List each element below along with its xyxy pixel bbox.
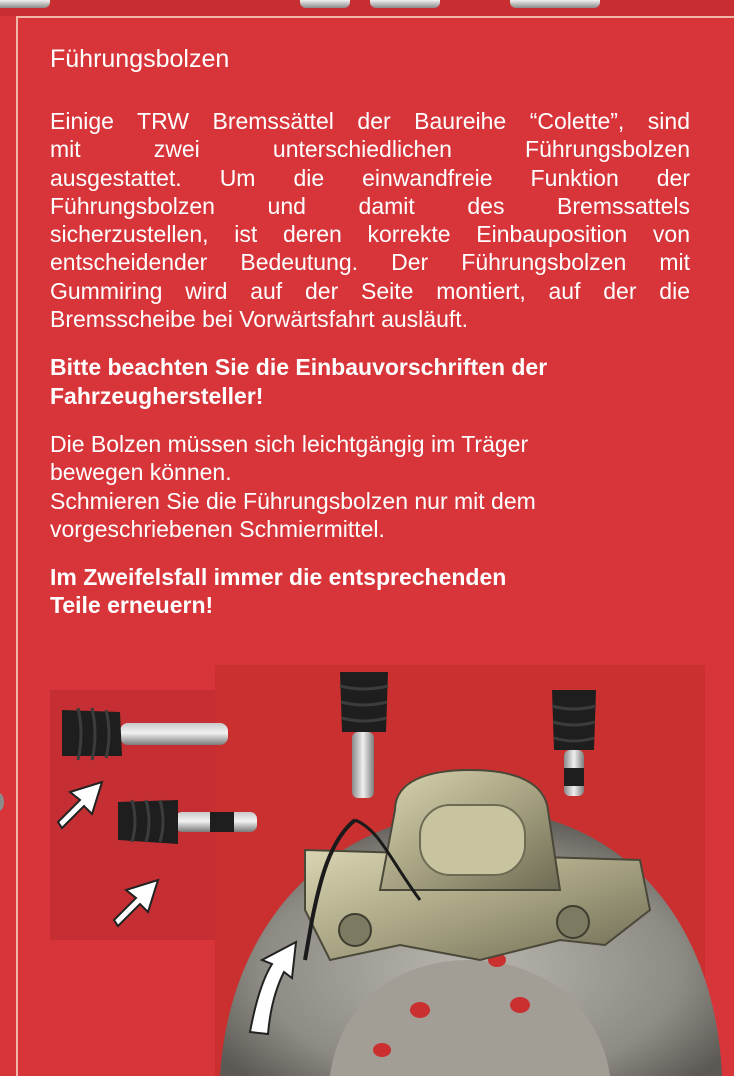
guide-pin-plain	[120, 723, 228, 745]
disc-bolt-hole	[410, 1002, 430, 1018]
top-tab-decoration	[510, 0, 600, 8]
notice-line: Fahrzeughersteller!	[50, 382, 264, 409]
top-tab-decoration	[0, 0, 50, 8]
paragraph-line: Gummiring wird auf der Seite montiert, auf der die	[50, 277, 690, 304]
guide-pin-boot	[62, 710, 122, 756]
notice-manufacturer	[50, 353, 690, 410]
notice-line: Bitte beachten Sie die Einbauvorschriften der	[50, 354, 548, 381]
frame-line-top	[16, 16, 734, 18]
photo-illustration	[0, 660, 734, 1076]
lubrication-paragraph	[50, 430, 690, 543]
top-tab-decoration	[300, 0, 350, 8]
intro-paragraph	[50, 107, 690, 333]
paragraph-line: bewegen können.	[50, 459, 232, 486]
text-content	[50, 44, 690, 620]
paragraph-line: ausgestattet. Um die einwandfreie Funktion der	[50, 164, 690, 191]
top-tab-decoration	[370, 0, 440, 8]
paragraph-line: vorgeschriebenen Schmiermittel.	[50, 515, 385, 542]
guide-pin-rubber-ring-band	[210, 812, 234, 832]
carrier-bolt	[339, 914, 371, 946]
top-strip	[0, 0, 734, 16]
paragraph-line: Bremsscheibe bei Vorwärtsfahrt ausläuft.	[50, 306, 469, 333]
paragraph-line: Einige TRW Bremssättel der Baureihe “Colette”, sind	[50, 108, 690, 134]
disc-bolt-hole	[373, 1043, 391, 1057]
guide-pin-plain	[352, 732, 374, 798]
notice-replace	[50, 563, 690, 620]
disc-bolt-hole	[510, 997, 530, 1013]
caliper-piston-cap	[420, 805, 525, 875]
brake-caliper-photo	[0, 660, 734, 1076]
notice-line: Im Zweifelsfall immer die entsprechenden	[50, 564, 507, 591]
carrier-bolt	[557, 906, 589, 938]
guide-pin-rubber-ring-band	[564, 768, 584, 786]
paragraph-line: sicherzustellen, ist deren korrekte Einbauposition von	[50, 221, 690, 248]
paragraph-line: Führungsbolzen und damit des Bremssattels	[50, 192, 690, 219]
paragraph-line: Die Bolzen müssen sich leichtgängig im Träger	[50, 430, 529, 457]
paragraph-line: entscheidender Bedeutung. Der Führungsbolzen mit	[50, 249, 690, 276]
notice-line: Teile erneuern!	[50, 592, 214, 619]
paragraph-line: Schmieren Sie die Führungsbolzen nur mit dem	[50, 487, 536, 514]
page-title: Führungsbolzen	[50, 45, 230, 73]
paragraph-line: mit zwei unterschiedlichen Führungsbolzen	[50, 136, 690, 163]
